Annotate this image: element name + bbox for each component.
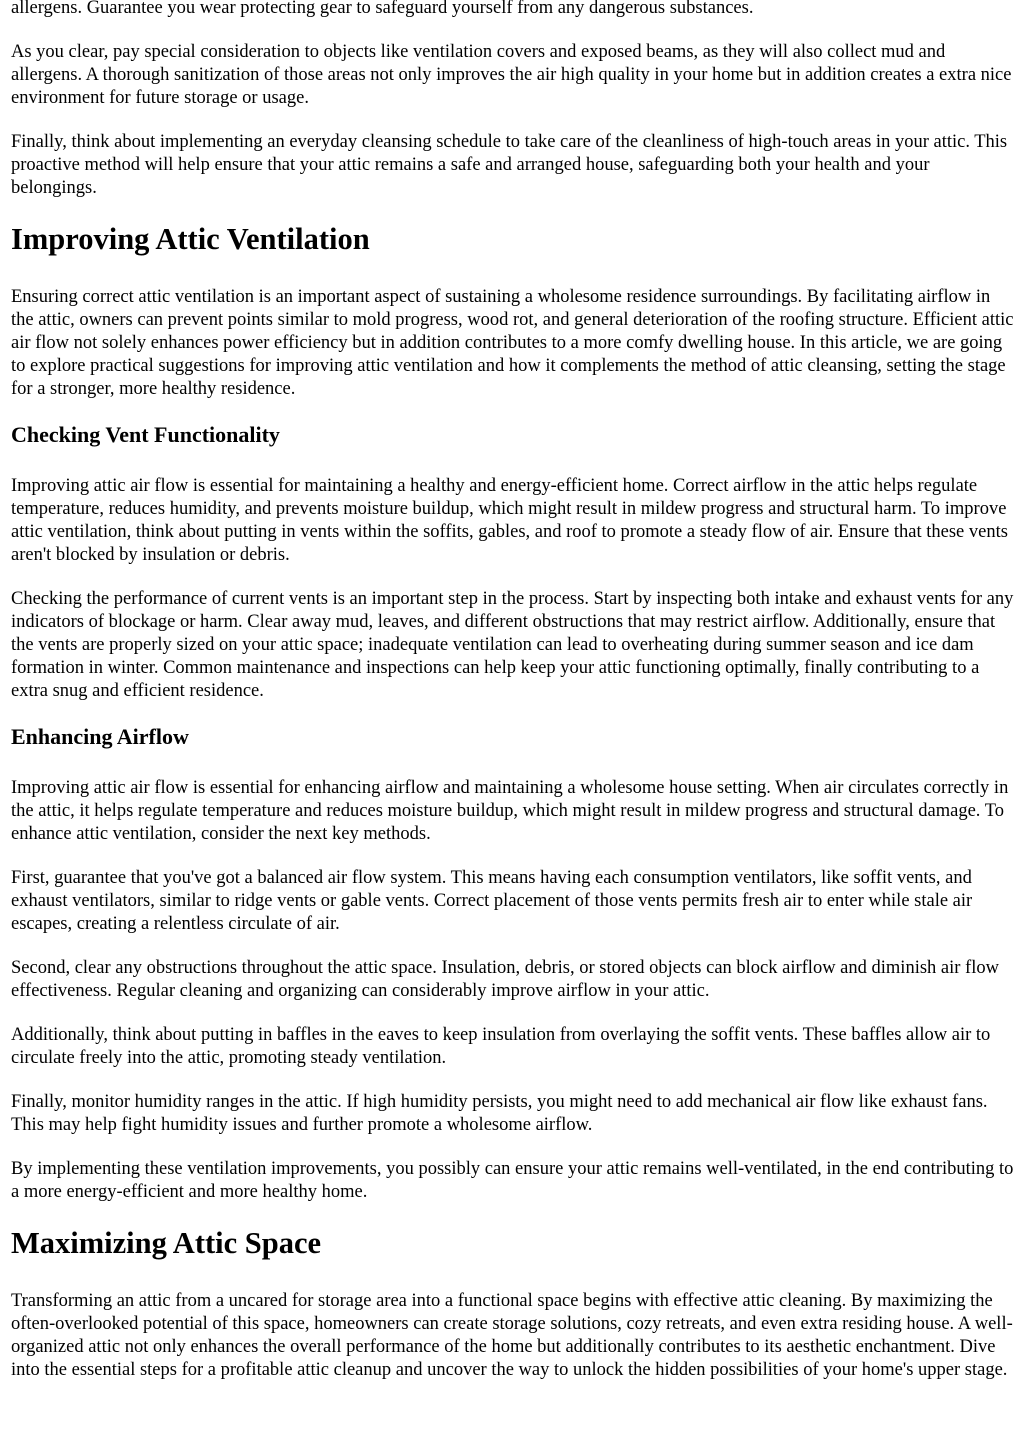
paragraph: By implementing these ventilation improvements, you possibly can ensure your attic remains well-ventilated, in the end contributing to a more energy-efficient and more healthy home. — [11, 1159, 1014, 1202]
article-body — [11, 0, 1017, 1403]
paragraph: First, guarantee that you've got a balanced air flow system. This means having each consumption ventilators, like soffit vents, and exhaust ventilators, similar to ridge vents or gable vents. Correct placement of those vents permits fresh air to enter while stale air escapes, creating a relentless circulate of air. — [11, 868, 973, 934]
section-heading-attic-space: Maximizing Attic Space — [11, 1226, 322, 1260]
paragraph: Finally, think about implementing an everyday cleansing schedule to take care of the cleanliness of high-touch areas in your attic. This proactive method will help ensure that your attic remains a safe and arranged house, safeguarding both your health and your belongings. — [11, 132, 1008, 198]
paragraph: Transforming an attic from a uncared for storage area into a functional space begins with effective attic cleaning. By maximizing the often-overlooked potential of this space, homeowners can create storage solutions, cozy retreats, and even extra residing house. A well-organized attic not only enhances the overall performance of the home but additionally contributes to its aesthetic enchantment. Dive into the essential steps for a profitable attic cleanup and uncover the way to unlock the hidden possibilities of your home's upper stage. — [11, 1291, 1013, 1380]
paragraph: Additionally, think about putting in baffles in the eaves to keep insulation from overlaying the soffit vents. These baffles allow air to circulate freely into the attic, promoting steady ventilation. — [11, 1025, 991, 1068]
section-heading-ventilation: Improving Attic Ventilation — [11, 222, 370, 256]
paragraph: Improving attic air flow is essential for maintaining a healthy and energy-efficient home. Correct airflow in the attic helps regulate temperature, reduces humidity, and prevents moisture buildup, which might result in mildew progress and structural harm. To improve attic ventilation, think about putting in vents within the soffits, gables, and roof to promote a steady flow of air. Ensure that these vents aren't blocked by insulation or debris. — [11, 476, 1008, 565]
paragraph: allergens. Guarantee you wear protecting gear to safeguard yourself from any dangerous substances. — [11, 0, 754, 18]
paragraph: Finally, monitor humidity ranges in the attic. If high humidity persists, you might need to add mechanical air flow like exhaust fans. This may help fight humidity issues and further promote a wholesome airflow. — [11, 1092, 988, 1135]
subsection-heading-vent-functionality: Checking Vent Functionality — [11, 422, 280, 447]
paragraph: As you clear, pay special consideration to objects like ventilation covers and exposed beams, as they will also collect mud and allergens. A thorough sanitization of those areas not only improves the air high quality in your home but in addition creates a extra nice environment for future storage or usage. — [11, 42, 1012, 108]
paragraph: Second, clear any obstructions throughout the attic space. Insulation, debris, or stored objects can block airflow and diminish air flow effectiveness. Regular cleaning and organizing can considerably improve airflow in your attic. — [11, 958, 999, 1001]
paragraph: Ensuring correct attic ventilation is an important aspect of sustaining a wholesome residence surroundings. By facilitating airflow in the attic, owners can prevent points similar to mold progress, wood rot, and general deterioration of the roofing structure. Efficient attic air flow not solely enhances power efficiency but in addition contributes to a more comfy dwelling house. In this article, we are going to explore practical suggestions for improving attic ventilation and how it complements the method of attic cleansing, setting the stage for a stronger, more healthy residence. — [11, 287, 1014, 399]
paragraph: Checking the performance of current vents is an important step in the process. Start by inspecting both intake and exhaust vents for any indicators of blockage or harm. Clear away mud, leaves, and different obstructions that may restrict airflow. Additionally, ensure that the vents are properly sized on your attic space; inadequate ventilation can lead to overheating during summer season and ice dam formation in winter. Common maintenance and inspections can help keep your attic functioning optimally, finally contributing to a extra snug and efficient residence. — [11, 589, 1014, 701]
subsection-heading-enhancing-airflow: Enhancing Airflow — [11, 724, 189, 749]
paragraph: Improving attic air flow is essential for enhancing airflow and maintaining a wholesome house setting. When air circulates correctly in the attic, it helps regulate temperature and reduces moisture buildup, which might result in mildew progress and structural damage. To enhance attic ventilation, consider the next key methods. — [11, 778, 1009, 844]
